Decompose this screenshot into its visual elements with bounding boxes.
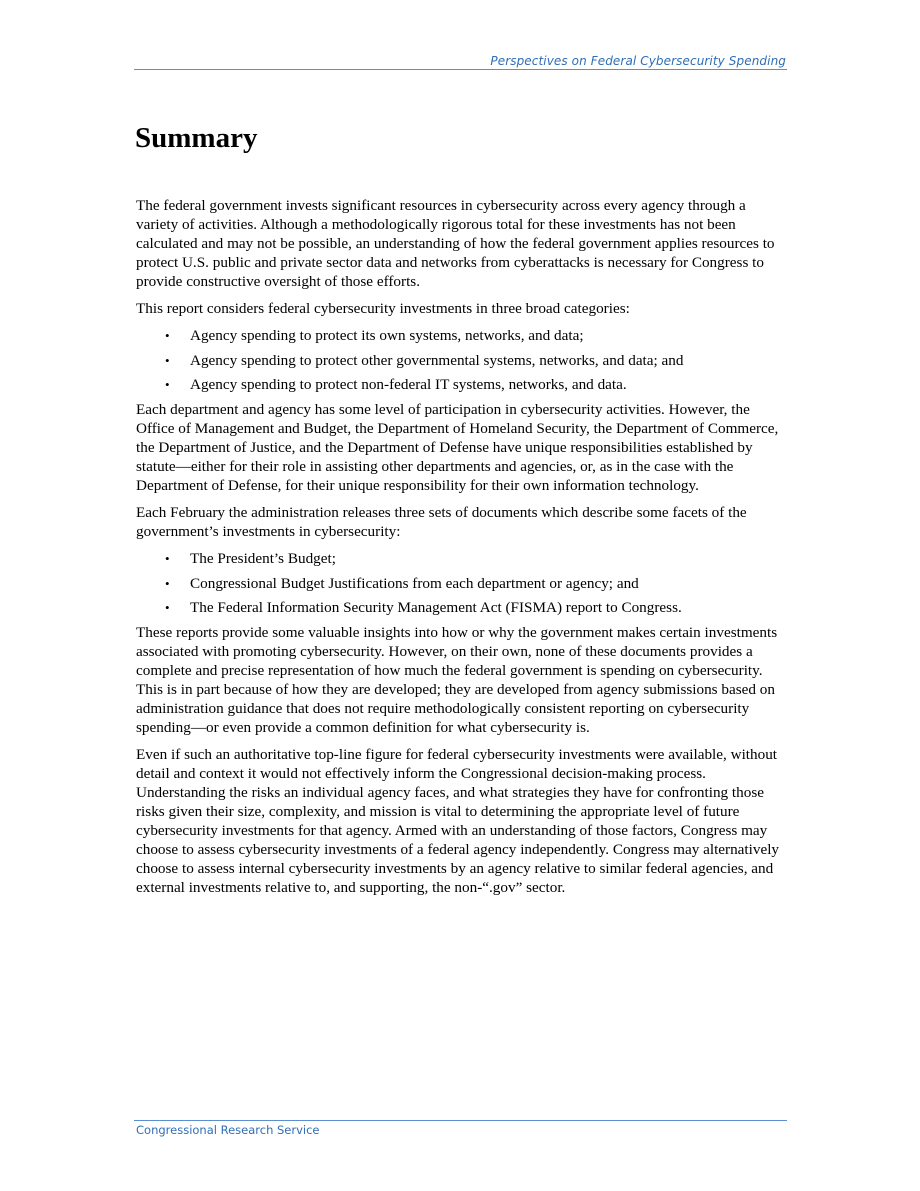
bullet-icon: • [165,352,170,368]
paragraph-intro: The federal government invests significant resources in cybersecurity across every agency through a variety of activities. Although a methodologically rigorous total for these investments has not been calculated and may not be possible, an understanding of how the federal government applies resources to protect U.S. public and private sector data and networks from cyberattacks is necessary for Congress to provide constructive oversight of those efforts. [136,197,775,290]
bullet-icon: • [165,377,170,392]
paragraph-documents-lead: Each February the administration releases three sets of documents which describe some facets of the government’s investments in cybersecurity: [136,504,747,540]
header-divider [134,69,787,70]
bullet-icon: • [165,600,170,615]
list-item [136,598,786,617]
documents-list [136,549,786,617]
paragraph-departments: Each department and agency has some level of participation in cybersecurity activities. However, the Office of Management and Budget, the Department of Homeland Security, the Department of Commerce, the Department of Justice, and the Department of Defense have unique responsibilities established by statute—either for their role in assisting other departments and agencies, or, as in the case with the Department of Defense, for their unique responsibility for their own information technology. [136,401,779,494]
bullet-icon: • [165,328,170,343]
list-item [136,351,786,370]
paragraph-reports: These reports provide some valuable insights into how or why the government makes certain investments associated with promoting cybersecurity. However, on their own, none of these documents provides a complete and precise representation of how much the federal government is spending on cybersecurity. This is in part because of how they are developed; they are developed from agency submissions based on administration guidance that does not require methodologically consistent reporting on cybersecurity spending—or even provide a common definition for what cybersecurity is. [136,624,778,736]
list-item-text: The President’s Budget; [190,550,336,567]
list-item [136,574,786,593]
list-item-text: The Federal Information Security Management Act (FISMA) report to Congress. [190,599,682,616]
bullet-icon: • [165,575,170,591]
summary-body [136,196,786,905]
list-item-text: Agency spending to protect its own systems, networks, and data; [190,327,584,344]
paragraph-conclusion: Even if such an authoritative top-line figure for federal cybersecurity investments were available, without detail and context it would not effectively inform the Congressional decision-making process. Understanding the risks an individual agency faces, and what strategies they have for confronting those risks given their size, complexity, and mission is vital to determining the appropriate level of future cybersecurity investments for that agency. Armed with an understanding of those factors, Congress may choose to assess cybersecurity investments of a federal agency independently. Congress may alternatively choose to assess internal cybersecurity investments by an agency relative to similar federal agencies, and external investments relative to, and supporting, the non-“.gov” sector. [136,746,780,896]
paragraph-categories-lead: This report considers federal cybersecurity investments in three broad categories: [136,300,630,317]
list-item [136,375,786,394]
list-item-text: Agency spending to protect other governmental systems, networks, and data; and [190,351,684,369]
page-title: Summary [135,122,258,154]
list-item [136,326,786,345]
bullet-icon: • [165,551,170,566]
categories-list [136,326,786,394]
footer-organization: Congressional Research Service [136,1123,320,1137]
list-item-text: Congressional Budget Justifications from each department or agency; and [190,574,639,592]
list-item-text: Agency spending to protect non-federal IT systems, networks, and data. [190,376,627,393]
list-item [136,549,786,568]
running-header: Perspectives on Federal Cybersecurity Spending [490,54,786,68]
footer-divider [134,1120,787,1121]
